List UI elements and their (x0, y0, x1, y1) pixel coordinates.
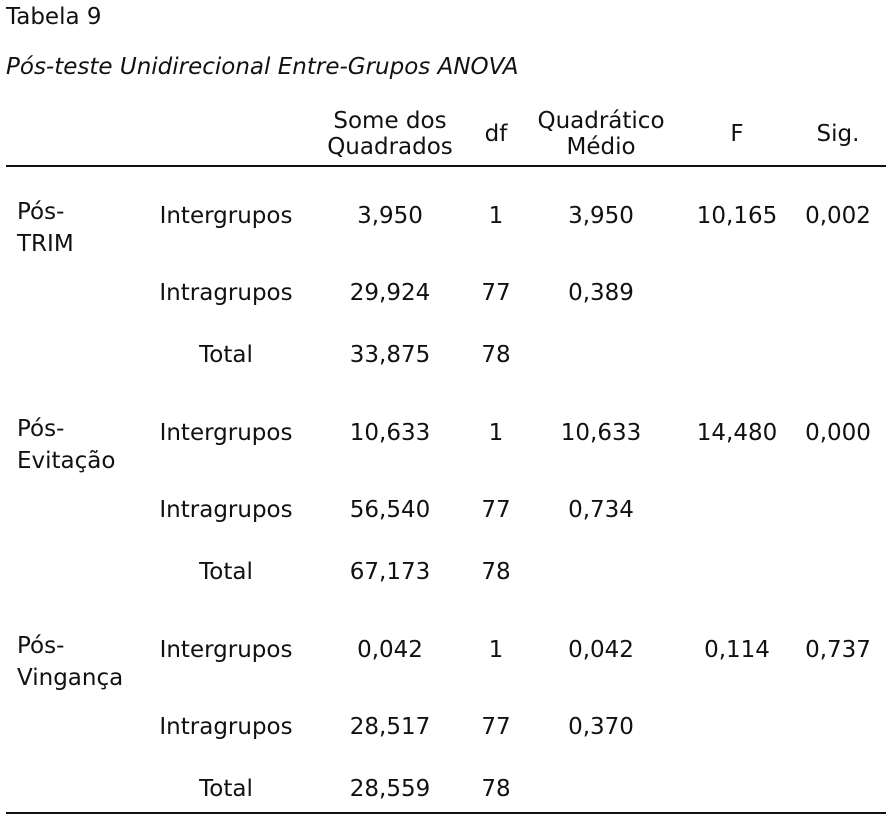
cell-source: Intergrupos (159, 203, 293, 229)
cell-source: Total (199, 776, 253, 802)
cell-sig: 0,002 (805, 203, 871, 229)
header-rule (6, 165, 886, 167)
cell-sum-of-squares: 67,173 (349, 559, 431, 585)
cell-sum-of-squares: 33,875 (349, 342, 431, 368)
header-sum-of-squares-line1: Some dos (333, 108, 447, 134)
header-f: F (730, 121, 744, 147)
cell-sum-of-squares: 28,559 (349, 776, 431, 802)
group-name-line1: Pós- (17, 416, 65, 442)
cell-df: 78 (481, 342, 511, 368)
header-mean-square-line1: Quadrático (537, 108, 665, 134)
cell-mean-square: 0,042 (568, 637, 634, 663)
cell-mean-square: 0,734 (568, 497, 634, 523)
cell-sig: 0,737 (805, 637, 871, 663)
cell-df: 1 (488, 420, 504, 446)
cell-sum-of-squares: 3,950 (357, 203, 423, 229)
cell-sum-of-squares: 10,633 (349, 420, 431, 446)
cell-df: 1 (488, 203, 504, 229)
cell-mean-square: 3,950 (568, 203, 634, 229)
cell-sig: 0,000 (805, 420, 871, 446)
header-mean-square-line2: Médio (566, 134, 636, 160)
cell-sum-of-squares: 56,540 (349, 497, 431, 523)
group-name-line1: Pós- (17, 199, 65, 225)
table-title: Pós-teste Unidirecional Entre-Grupos ANOVA (6, 54, 519, 80)
cell-df: 78 (481, 776, 511, 802)
cell-df: 1 (488, 637, 504, 663)
cell-df: 77 (481, 280, 511, 306)
header-mean-square (537, 108, 664, 160)
cell-df: 77 (481, 714, 511, 740)
cell-mean-square: 0,370 (568, 714, 634, 740)
cell-df: 78 (481, 559, 511, 585)
group-name-line1: Pós- (17, 633, 65, 659)
group-name (17, 196, 74, 260)
header-sum-of-squares-line2: Quadrados (327, 134, 453, 160)
cell-source: Total (199, 342, 253, 368)
cell-source: Intergrupos (159, 420, 293, 446)
header-sig: Sig. (816, 121, 860, 147)
cell-source: Intragrupos (159, 497, 293, 523)
cell-df: 77 (481, 497, 511, 523)
bottom-rule (6, 812, 886, 814)
cell-source: Intergrupos (159, 637, 293, 663)
group-name (17, 413, 115, 477)
cell-sum-of-squares: 0,042 (357, 637, 423, 663)
cell-source: Intragrupos (159, 714, 293, 740)
cell-source: Intragrupos (159, 280, 293, 306)
cell-f: 10,165 (696, 203, 778, 229)
cell-sum-of-squares: 28,517 (349, 714, 431, 740)
cell-sum-of-squares: 29,924 (349, 280, 431, 306)
cell-f: 0,114 (704, 637, 770, 663)
cell-source: Total (199, 559, 253, 585)
cell-mean-square: 10,633 (560, 420, 642, 446)
group-name-line2: Vingança (17, 665, 124, 691)
cell-f: 14,480 (696, 420, 778, 446)
group-name (17, 630, 123, 694)
table-label: Tabela 9 (6, 4, 102, 30)
header-sum-of-squares (327, 108, 453, 160)
header-df: df (484, 121, 508, 147)
group-name-line2: TRIM (17, 231, 74, 257)
cell-mean-square: 0,389 (568, 280, 634, 306)
group-name-line2: Evitação (17, 448, 116, 474)
